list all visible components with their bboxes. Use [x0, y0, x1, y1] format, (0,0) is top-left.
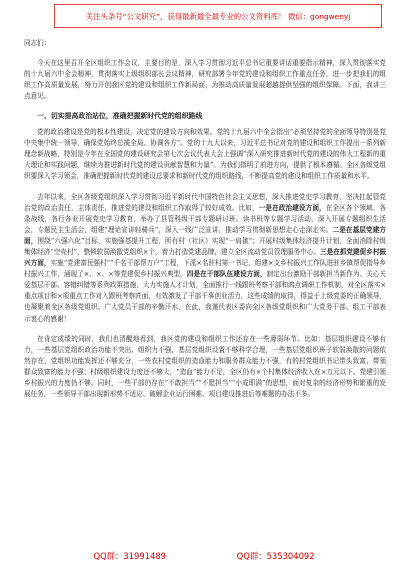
intro-paragraph: 今天在这里召开全区组织工作会议，主要目的是，深入学习贯彻习近平总书记重要讲话重要指示精神，深入贯彻落实党的十九届六中全会精神，贯彻落实上级组织部长会议精神，研究部署今年党的建设和组织工作重点任务，进一步把我们的组织工作高质量发展，努力开创我区党的建设和组织工作新局面，为推动高质量发展超越提供坚强的组织保障。下面，我讲三点意见。 — [24, 59, 386, 101]
paragraph-achievements — [24, 192, 386, 325]
point-4-text: 制定出台激励干部新担当新作为、关心关爱基层干部、容错纠错等系列政策措施，大力实施人才计划，全面推行一线跟班考察干部和鸿点调研工作机制，对全区落实×重点项目和×项重点工作对入跟班考察匠面，有效激发了干部干事创业活力，这些成绩的取得，得益于上级党委的正确领导，也凝聚着全区各级党组织、广大党员干部的辛勤汗水，在此，我谨代表区委向全区各级党组织和广大党务干部、组工干部表示衷心的感谢！ — [24, 270, 386, 323]
point-3-label: 三是在抓党建促乡村振兴方面， — [24, 248, 386, 268]
footer-contacts — [0, 550, 408, 562]
salutation: 同志们： — [24, 39, 51, 47]
document-body — [24, 32, 386, 538]
achievements-intro: 去年以来，全区各级党组织深入学习贯彻习近平新时代中国特色社会主义思想，深入推进党史学习教育，坚决扛起管党治党的政治责任，主体责任，推进党的建设和组织工作取得了较好成效。比如， — [24, 192, 386, 212]
paragraph-shortcomings: 在肯定成绩的同时，我们也清醒地看到，我区党的建设和组织工作还存在一些薄弱环节。比如：基层组织建设不够有力，一些基层党组织政治功能不突出、组织力不强，基层党组织设置不够科学合理，一些基层党组织班子软弱涣散的问题依然存在，党组织功能发挥还不够充分，一些农村党组织的造血能力和服务群众能力不强，有的村党组织书记带头致富、带领群众致富的能力不强；村级组织建设力度还不够大，“造血”能力不足，全区仍有×个村集体经济收入在×万元以下。党建引领乡村振兴的力度仍不够。同时，一些干部仍存在“不敢担当”“不愿担当”“小成即满”的思想，面对复杂的经济形势和繁重的发展任务，一些领导干部出现新形势不适应、破解企业运行困难、项目建设推进后等难题的办法不多。 — [24, 334, 386, 399]
section-heading: 一、切实提高政治站位，准确把握新时代党的组织路线 — [37, 112, 203, 121]
point-1-text: 在全区各个领域、各条战线，各行各业开展党史学习教育，举办了县管科级干部专题研讨班、读书班等专题学习活动，深入开展专题组织生活会，专题民主生活会，组建“理论宣讲轻骑兵”，深入一线广泛宣讲，推动学习贯彻新思想走心走深走实。 — [24, 203, 386, 234]
footer-qq-1: QQ群：31991489 — [93, 551, 166, 561]
point-4-label: 四是在干部队伍建设方面， — [186, 270, 267, 279]
paragraph-political-building: 党的政治建设是党的根本性建设，决定党的建设方向和效果。党的十九届六中全会指出“必须坚持党的全面领导特别是党中央集中统一领导，确保党始终总揽全局、协调各方”。党的十九大以来，习近平总书记对党的建设和组织工作提出一系列新理念新战略，特别是今年在全国党的建设研究会第七次会议代表大会上强调“深入研究推进新时代党的建设的伟大工程新的重大理论和实践问题，继续为推进新时代党的建设贡献智慧和力量”。为我们指明了前进方向，提供了根本遵循。全区各级党组织要深入学习领会，准确把握新时代党的建设总要求和新时代党的组织路线，不断提高党的建设和组织工作质量和水平。 — [24, 128, 386, 181]
banner-text: 关注头条号“公文研究”，获得最新最全最专业的公文资料库！ 微信：gongwenyj — [85, 11, 351, 21]
point-2-label: 二是在基层党建方面， — [24, 225, 386, 245]
point-3-text: 实施“党建富民强村”“千名干部帮万户”工程，下派×名驻村第一书记，组建×支乡村振兴工作队进驻乡镇帮促指导乡村振兴工作，涌现了×、×、×等党建促乡村振兴典型。 — [24, 259, 386, 279]
footer-qq-2: QQ群：535304092 — [236, 551, 315, 561]
point-1-label: 一是在政治建设方面， — [258, 203, 326, 212]
top-banner — [54, 4, 382, 28]
point-2-text: 围绕“六强六化”目标，实施强基提升工程，所有村（社区）实现“一肩挑”；开展村级集体经济提升计划，全面消除村级集体经济“空壳村”，整顿软弱涣散党组织×个，着力打造党建品牌，建立全区流动党员管理服务中心。 — [24, 236, 386, 256]
